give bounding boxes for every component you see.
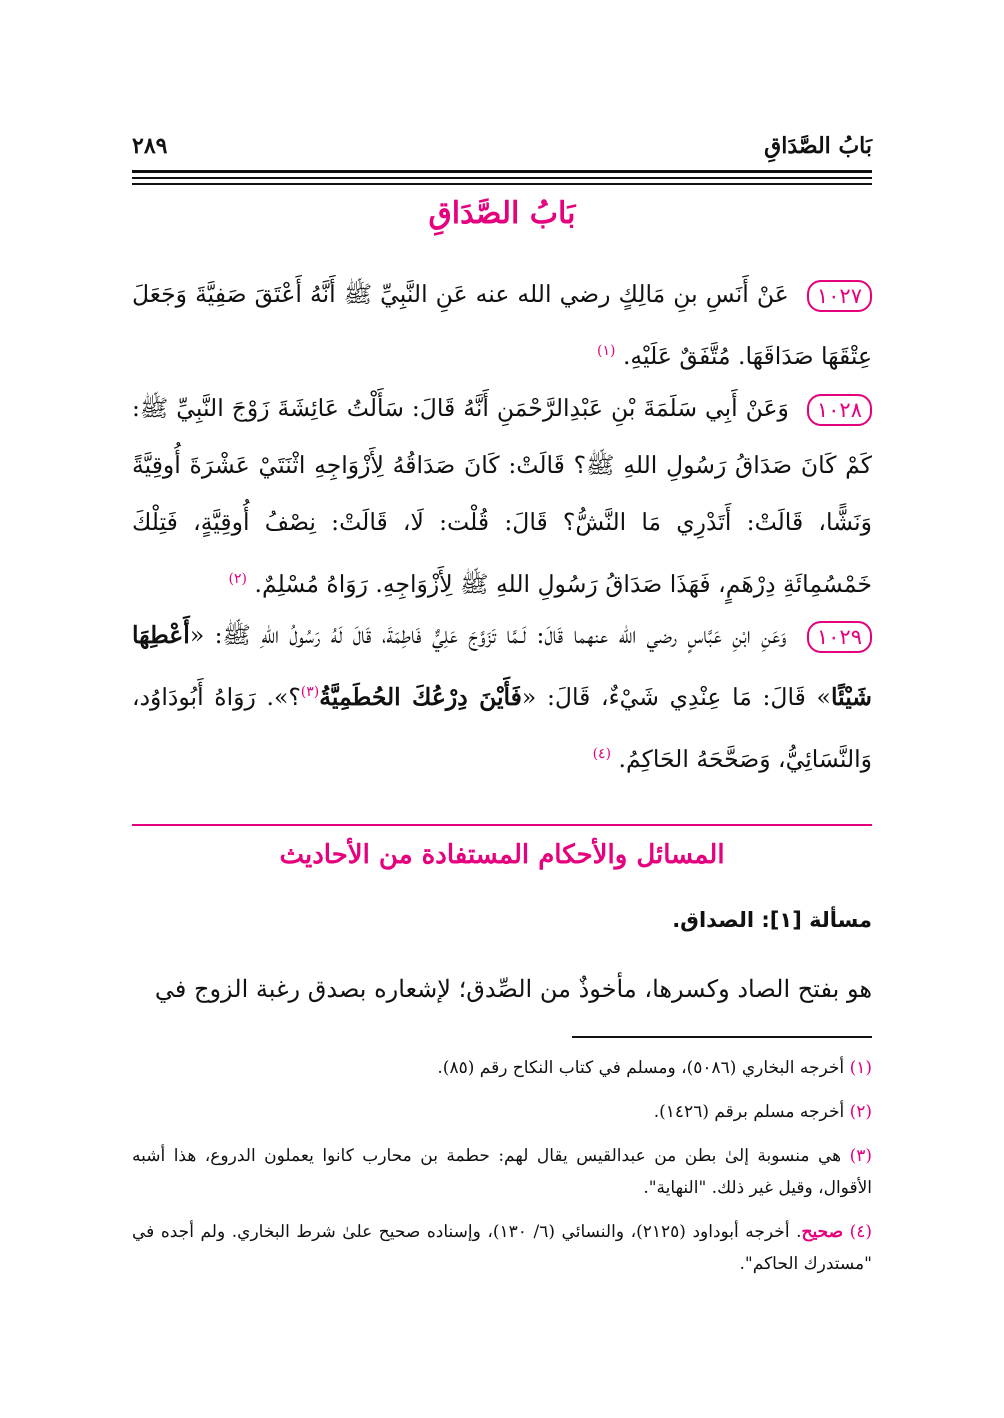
body-paragraph: هو بفتح الصاد وكسرها، مأخوذٌ من الصِّدق؛ لإشعاره بصدق رغبة الزوج في	[154, 975, 872, 1003]
header-rule	[132, 183, 872, 185]
section-title: المسائل والأحكام المستفادة من الأحاديث	[279, 840, 725, 870]
hadith-number: ١٠٢٧	[807, 280, 872, 312]
chapter-title: بَابُ الصَّدَاقِ	[428, 196, 576, 231]
page-number: ٢٨٩	[132, 133, 168, 159]
hadith-number: ١٠٢٨	[807, 394, 872, 426]
footnote	[132, 1140, 872, 1204]
hadith-text: وَعَنْ أَبِي سَلَمَةَ بْنِ عَبْدِالرَّحْمَنِ أَنَّهُ قَالَ: سَأَلْتُ عَائِشَةَ زَوْجَ النَّبِيِّ ﷺ: كَمْ كَانَ صَدَاقُ رَسُولِ اللهِ ﷺ؟ قَالَتْ: كَانَ صَدَاقُهُ لِأَزْوَاجِهِ اثْنَتَيْ عَشْرَةَ أُوقِيَّةً وَنَشًّا، قَالَتْ: أَتَدْرِي مَا النَّشُّ؟ قَالَ: قُلْت: لَا، قَالَتْ: نِصْفُ أُوقِيَّةٍ، فَتِلْكَ خَمْسُمِائَةِ دِرْهَمٍ، فَهَذَا صَدَاقُ رَسُولِ اللهِ ﷺ لِأَزْوَاجِهِ. رَوَاهُ مُسْلِمٌ.	[132, 394, 872, 598]
footnote-ref: (٤)	[592, 745, 612, 762]
header-rule	[132, 170, 872, 173]
footnote	[132, 1096, 872, 1128]
issue-heading	[132, 908, 872, 932]
section-rule	[132, 824, 872, 826]
grading-label: صحيح	[801, 1222, 844, 1242]
hadith-number: ١٠٢٩	[807, 621, 872, 653]
footnote-text: أخرجه مسلم برقم (١٤٢٦).	[653, 1102, 845, 1122]
prophet-quote: فَأَيْنَ دِرْعُكَ الحُطَمِيَّةُ	[319, 682, 522, 711]
issue-title: الصداق.	[672, 908, 755, 932]
issue-label: مسألة [١]:	[761, 908, 872, 932]
hadith-text: عَنْ أَنَسِ بنِ مَالِكٍ رضي الله عنه عَنِ النَّبِيِّ ﷺ أَنَّهُ أَعْتَقَ صَفِيَّةَ وَجَعَلَ عِتْقَهَا صَدَاقَهَا. مُتَّفَقٌ عَلَيْهِ.	[132, 280, 872, 370]
footnote-separator	[572, 1036, 872, 1038]
footnote-text: هي منسوبة إلىٰ بطن من عبدالقيس يقال لهم: حطمة بن محارب كانوا يعملون الدروع، هذا أشبه الأقوال، وقيل غير ذلك. "النهاية".	[132, 1146, 872, 1198]
hadith-text: ؟». رَوَاهُ أَبُودَاوُد، وَالنَّسَائِيُّ، وَصَحَّحَهُ الحَاكِمُ.	[132, 682, 872, 773]
hadith-1029	[132, 607, 872, 788]
footnote-number: (٤)	[849, 1222, 873, 1242]
running-head-title: بَابُ الصَّدَاقِ	[764, 133, 872, 159]
page	[132, 0, 872, 1418]
footnote-text: . أخرجه أبوداود (٢١٢٥)، والنسائي (٦/ ١٣٠)، وإسناده صحيح علىٰ شرط البخاري. ولم أجده في "مستدرك الحاكم".	[132, 1222, 872, 1274]
hadith-text: وَعَنِ ابْنِ عَبَّاسٍ رضي الله عنهما قَالَ: لَـمَّا تَزَوَّجَ عَلِيٌّ فَاطِمَةَ، قَالَ لَهُ رَسُولُ اللهِ ﷺ: «	[189, 621, 787, 649]
hadith-1028	[132, 380, 872, 613]
footnote-ref: (١)	[597, 343, 616, 359]
header-rule	[132, 177, 872, 179]
footnote-number: (٢)	[849, 1102, 872, 1122]
footnote	[132, 1052, 872, 1084]
footnote-ref: (٣)	[300, 684, 320, 700]
footnotes	[132, 1052, 872, 1292]
hadith-1027	[132, 266, 872, 385]
hadith-text: » قَالَ: مَا عِنْدِي شَيْءٌ، قَالَ: «	[521, 682, 831, 711]
prophet-quote: أَعْطِهَا شَيْئًا	[132, 621, 872, 711]
footnote-text: أخرجه البخاري (٥٠٨٦)، ومسلم في كتاب النكاح رقم (٨٥).	[437, 1058, 845, 1078]
footnote-ref: (٢)	[228, 571, 247, 587]
footnote-number: (٣)	[849, 1146, 872, 1166]
running-head	[132, 126, 872, 166]
footnote	[132, 1216, 872, 1280]
footnote-number: (١)	[849, 1058, 872, 1078]
